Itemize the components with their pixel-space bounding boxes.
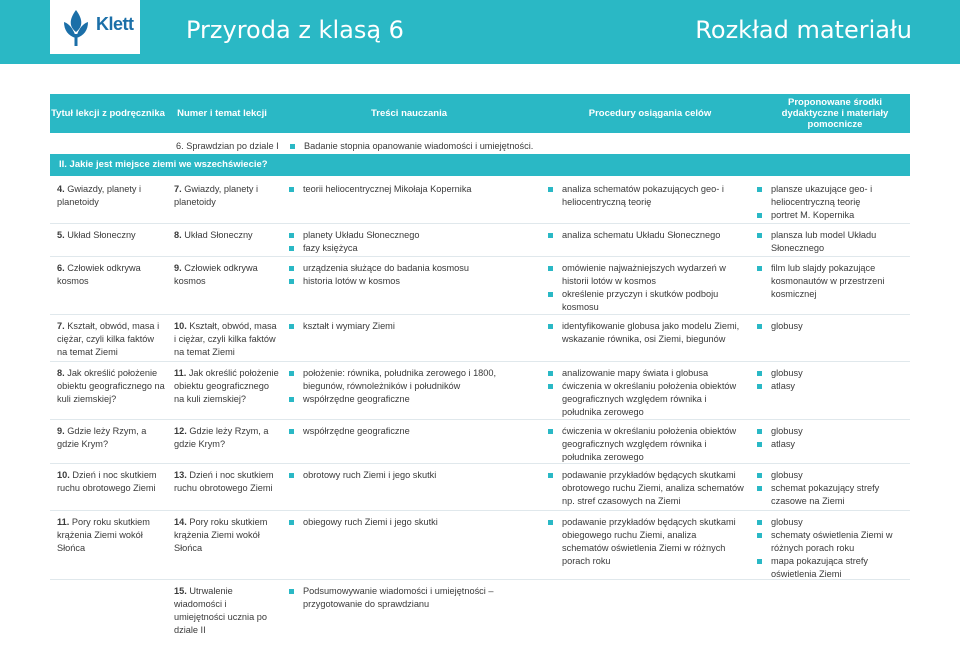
lesson-topic: Kształt, obwód, masa i ciężar, czyli kilka faktów na temat Ziemi (174, 321, 277, 357)
content-item: położenie: równika, południka zerowego i 1800, biegunów, równoleżników i południków (289, 367, 535, 393)
pre-row-content (290, 140, 550, 153)
lesson-title-cell (57, 425, 165, 451)
material-item: globusy (757, 367, 907, 380)
procedure-item: analiza schematów pokazujących geo- i heliocentryczną teorię (548, 183, 744, 209)
material-item: globusy (757, 320, 907, 333)
lesson-title-number: 4. (57, 184, 68, 194)
lesson-topic: Pory roku skutkiem krążenia Ziemi wokół Słońca (174, 517, 268, 553)
material-cell (757, 262, 907, 301)
pre-row-lesson (176, 140, 286, 153)
lesson-topic: Układ Słoneczny (184, 230, 253, 240)
lesson-number: 13. (174, 470, 190, 480)
material-item: plansza lub model Układu Słonecznego (757, 229, 907, 255)
lesson-title-cell (57, 367, 165, 406)
lesson-title-cell (57, 183, 165, 209)
column-header-lesson: Numer i temat lekcji (177, 108, 267, 119)
procedure-item: analizowanie mapy świata i globusa (548, 367, 744, 380)
content-item: teorii heliocentrycznej Mikołaja Kopernika (289, 183, 535, 196)
lesson-topic: Człowiek odkrywa kosmos (174, 263, 258, 286)
content-cell (289, 229, 535, 255)
content-cell (289, 367, 535, 406)
lesson-title-text: Dzień i noc skutkiem ruchu obrotowego Ziemi (57, 470, 157, 493)
content-item: kształt i wymiary Ziemi (289, 320, 535, 333)
content-item: historia lotów w kosmos (289, 275, 535, 288)
row-separator (50, 256, 910, 257)
row-separator (50, 419, 910, 420)
row-separator (50, 223, 910, 224)
content-item: współrzędne geograficzne (289, 393, 535, 406)
content-item: obiegowy ruch Ziemi i jego skutki (289, 516, 535, 529)
procedure-item: analiza schematu Układu Słonecznego (548, 229, 744, 242)
content-cell (289, 262, 535, 288)
lesson-title-cell (57, 320, 165, 359)
material-item: schemat pokazujący strefy czasowe na Ziemi (757, 482, 907, 508)
procedure-item: omówienie najważniejszych wydarzeń w historii lotów w kosmos (548, 262, 744, 288)
lesson-number-cell (174, 425, 280, 451)
lesson-number: 14. (174, 517, 190, 527)
material-cell (757, 183, 907, 222)
lesson-number: 15. (174, 586, 190, 596)
lesson-title-number: 11. (57, 517, 72, 527)
lesson-number-cell (174, 183, 280, 209)
material-item: schematy oświetlenia Ziemi w różnych porach roku (757, 529, 907, 555)
header-bar (0, 0, 960, 64)
procedure-cell (548, 229, 744, 242)
material-item: globusy (757, 469, 907, 482)
content-cell (289, 516, 535, 529)
lesson-number: 9. (174, 263, 185, 273)
lesson-number: 7. (174, 184, 185, 194)
material-item: globusy (757, 425, 907, 438)
lesson-topic: Gwiazdy, planety i planetoidy (174, 184, 259, 207)
content-cell (289, 425, 535, 438)
klett-logo (50, 0, 140, 54)
lesson-title-number: 9. (57, 426, 68, 436)
lesson-number: 12. (174, 426, 190, 436)
row-separator (50, 314, 910, 315)
material-item: globusy (757, 516, 907, 529)
material-cell (757, 425, 907, 451)
content-cell (289, 585, 535, 611)
procedure-cell (548, 320, 744, 346)
lesson-title-cell (57, 262, 165, 288)
lesson-number-cell (174, 229, 280, 242)
procedure-cell (548, 367, 744, 419)
lesson-number-cell (174, 367, 280, 406)
column-header-title: Tytuł lekcji z podręcznika (51, 108, 165, 119)
procedure-item: ćwiczenia w określaniu położenia obiektów geograficznych względem równika i południka zerowego (548, 380, 744, 419)
lesson-title-text: Układ Słoneczny (67, 230, 136, 240)
procedure-cell (548, 262, 744, 314)
lesson-number-cell (174, 469, 280, 495)
klett-leaf-icon (60, 8, 92, 48)
lesson-number: 8. (174, 230, 185, 240)
procedure-cell (548, 469, 744, 508)
lesson-topic: Dzień i noc skutkiem ruchu obrotowego Ziemi (174, 470, 274, 493)
procedure-item: ćwiczenia w określaniu położenia obiektów geograficznych względem równika i południka zerowego (548, 425, 744, 464)
lesson-title-text: Pory roku skutkiem krążenia Ziemi wokół Słońca (57, 517, 150, 553)
lesson-title-number: 5. (57, 230, 68, 240)
content-item: fazy księżyca (289, 242, 535, 255)
procedure-item: identyfikowanie globusa jako modelu Ziemi, wskazanie równika, osi Ziemi, biegunów (548, 320, 744, 346)
lesson-topic: Jak określić położenie obiektu geograficznego na kuli ziemskiej? (174, 368, 279, 404)
content-item: współrzędne geograficzne (289, 425, 535, 438)
lesson-number-cell (174, 320, 280, 359)
pre-row-content-text: Badanie stopnia opanowanie wiadomości i umiejętności. (304, 141, 534, 151)
content-cell (289, 469, 535, 482)
content-item: planety Układu Słonecznego (289, 229, 535, 242)
lesson-title-number: 8. (57, 368, 68, 378)
material-item: film lub slajdy pokazujące kosmonautów w przestrzeni kosmicznej (757, 262, 907, 301)
lesson-title-cell (57, 229, 165, 242)
material-cell (757, 516, 907, 581)
lesson-title-text: Jak określić położenie obiektu geograficznego na kuli ziemskiej? (57, 368, 165, 404)
material-cell (757, 229, 907, 255)
section-heading: II. Jakie jest miejsce ziemi we wszechświecie? (50, 154, 910, 176)
procedure-cell (548, 516, 744, 568)
content-item: urządzenia służące do badania kosmosu (289, 262, 535, 275)
lesson-number-cell (174, 262, 280, 288)
row-separator (50, 361, 910, 362)
procedure-item: podawanie przykładów będących skutkami obrotowego ruchu Ziemi, analiza schematów np. stref czasowych na Ziemi (548, 469, 744, 508)
row-separator (50, 463, 910, 464)
procedure-item: podawanie przykładów będących skutkami obiegowego ruchu Ziemi, analiza schematów oświetlenia Ziemi w różnych porach roku (548, 516, 744, 568)
procedure-item: określenie przyczyn i skutków podboju kosmosu (548, 288, 744, 314)
lesson-number-cell (174, 516, 280, 555)
material-item: mapa pokazująca strefy oświetlenia Ziemi (757, 555, 907, 581)
lesson-number-cell (174, 585, 280, 637)
column-header-materials: Proponowane środki dydaktyczne i materiały pomocnicze (781, 97, 889, 130)
content-item: Podsumowywanie wiadomości i umiejętności – przygotowanie do sprawdzianu (289, 585, 535, 611)
logo-text: Klett (96, 14, 134, 34)
lesson-title-text: Gwiazdy, planety i planetoidy (57, 184, 142, 207)
material-item: atlasy (757, 380, 907, 393)
table-header (50, 94, 910, 133)
document-type-title: Rozkład materiału (695, 16, 912, 44)
pre-row-lesson-text: 6. Sprawdzian po dziale I (176, 141, 279, 151)
lesson-title-number: 10. (57, 470, 73, 480)
content-item: obrotowy ruch Ziemi i jego skutki (289, 469, 535, 482)
column-header-procedures: Procedury osiągania celów (588, 108, 712, 119)
column-header-content: Treści nauczania (370, 108, 448, 119)
material-item: portret M. Kopernika (757, 209, 907, 222)
material-cell (757, 320, 907, 333)
lesson-title-number: 7. (57, 321, 68, 331)
procedure-cell (548, 183, 744, 209)
lesson-topic: Utrwalenie wiadomości i umiejętności ucznia po dziale II (174, 586, 267, 635)
page-title: Przyroda z klasą 6 (186, 16, 404, 44)
row-separator (50, 510, 910, 511)
lesson-title-cell (57, 516, 165, 555)
row-separator (50, 579, 910, 580)
lesson-title-text: Człowiek odkrywa kosmos (57, 263, 141, 286)
material-cell (757, 367, 907, 393)
content-cell (289, 183, 535, 196)
lesson-topic: Gdzie leży Rzym, a gdzie Krym? (174, 426, 269, 449)
lesson-title-cell (57, 469, 165, 495)
material-item: atlasy (757, 438, 907, 451)
procedure-cell (548, 425, 744, 464)
lesson-title-text: Gdzie leży Rzym, a gdzie Krym? (57, 426, 147, 449)
lesson-number: 11. (174, 368, 189, 378)
material-cell (757, 469, 907, 508)
material-item: plansze ukazujące geo- i heliocentryczną teorię (757, 183, 907, 209)
content-cell (289, 320, 535, 333)
lesson-number: 10. (174, 321, 190, 331)
lesson-title-number: 6. (57, 263, 68, 273)
lesson-title-text: Kształt, obwód, masa i ciężar, czyli kilka faktów na temat Ziemi (57, 321, 160, 357)
